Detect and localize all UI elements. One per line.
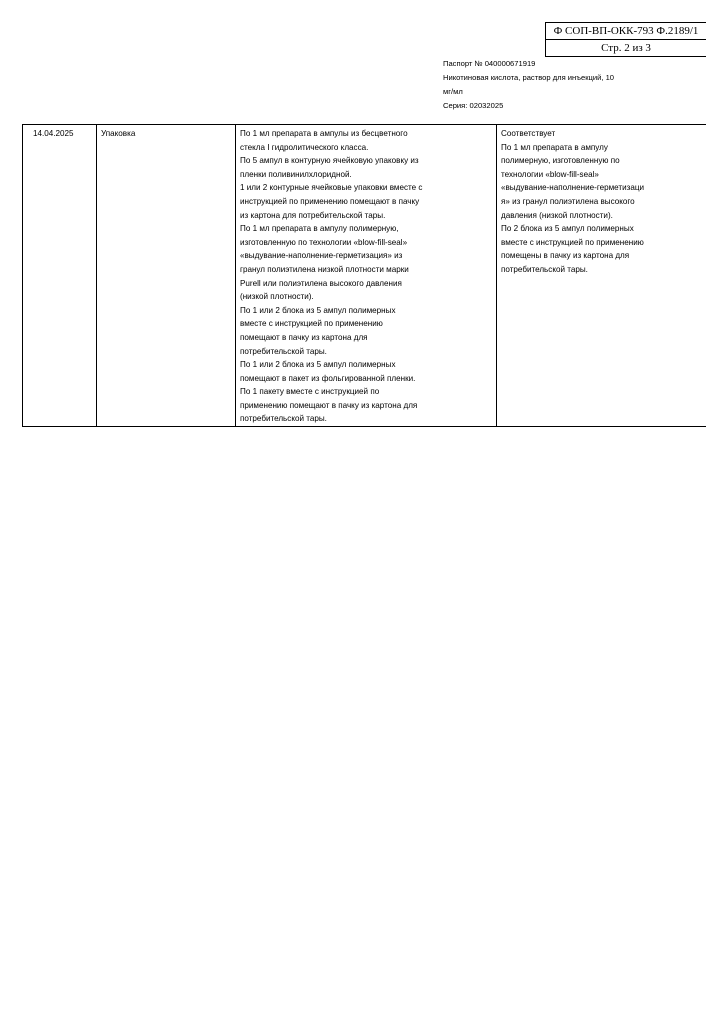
result-text-line: я» из гранул полиэтилена высокого bbox=[501, 196, 635, 206]
requirement-text-line: (низкой плотности). bbox=[240, 292, 314, 302]
requirement-text-line: потребительской тары. bbox=[240, 346, 327, 356]
requirement-text-line: «выдувание-наполнение-герметизация» из bbox=[240, 251, 403, 261]
requirement-text-line: изготовленную по технологии «blow-fill-seal» bbox=[240, 237, 408, 247]
form-code: Ф СОП-ВП-ОКК-793 Ф.2189/1 bbox=[553, 25, 699, 37]
result-cell bbox=[497, 125, 706, 427]
series-number: Серия: 02032025 bbox=[443, 101, 504, 110]
requirement-text-line: помещают в пакет из фольгированной пленки. bbox=[240, 373, 416, 383]
requirement-text-line: из картона для потребительской тары. bbox=[240, 210, 386, 220]
product-name-line2: мг/мл bbox=[443, 87, 463, 96]
requirement-text-line: вместе с инструкцией по применению bbox=[240, 319, 383, 329]
requirement-text-line: По 1 мл препарата в ампулу полимерную, bbox=[240, 224, 399, 234]
test-date: 14.04.2025 bbox=[33, 129, 74, 138]
result-text-line: По 1 мл препарата в ампулу bbox=[501, 142, 608, 152]
requirement-text-line: Purell или полиэтилена высокого давления bbox=[240, 278, 402, 288]
requirement-text-line: стекла I гидролитического класса. bbox=[240, 142, 369, 152]
requirement-text-line: По 1 пакету вместе с инструкцией по bbox=[240, 387, 380, 397]
requirement-text-line: По 1 или 2 блока из 5 ампул полимерных bbox=[240, 305, 396, 315]
page-number: Стр. 2 из 3 bbox=[546, 39, 706, 56]
result-text-line: потребительской тары. bbox=[501, 264, 588, 274]
requirement-text-line: По 5 ампул в контурную ячейковую упаковку из bbox=[240, 156, 419, 166]
requirement-text-line: гранул полиэтилена низкой плотности марки bbox=[240, 264, 409, 274]
date-cell bbox=[23, 125, 97, 427]
requirement-text-line: потребительской тары. bbox=[240, 414, 327, 424]
result-text-line: «выдувание-наполнение-герметизаци bbox=[501, 183, 645, 193]
test-name: Упаковка bbox=[101, 129, 136, 138]
requirement-text-line: помещают в пачку из картона для bbox=[240, 332, 368, 342]
table-row bbox=[23, 125, 706, 427]
result-text-line: технологии «blow-fill-seal» bbox=[501, 169, 599, 179]
product-name-line1: Никотиновая кислота, раствор для инъекций, 10 bbox=[443, 73, 615, 82]
requirement-text-line: пленки поливинилхлоридной. bbox=[240, 169, 352, 179]
result-text-line: вместе с инструкцией по применению bbox=[501, 237, 644, 247]
requirement-cell bbox=[236, 125, 497, 427]
form-code-box bbox=[545, 22, 706, 57]
result-text-line: давления (низкой плотности). bbox=[501, 210, 613, 220]
passport-number: Паспорт № 040000671919 bbox=[443, 59, 536, 68]
requirement-text-line: По 1 мл препарата в ампулы из бесцветного bbox=[240, 129, 408, 138]
requirement-text-line: применению помещают в пачку из картона для bbox=[240, 400, 418, 410]
result-text-line: Соответствует bbox=[501, 129, 556, 138]
requirement-text-line: инструкцией по применению помещают в пачку bbox=[240, 196, 420, 206]
requirement-text-line: По 1 или 2 блока из 5 ампул полимерных bbox=[240, 360, 396, 370]
result-text-line: По 2 блока из 5 ампул полимерных bbox=[501, 224, 634, 234]
passport-info bbox=[443, 57, 643, 113]
result-text-line: помещены в пачку из картона для bbox=[501, 251, 630, 261]
test-name-cell bbox=[97, 125, 236, 427]
requirement-text-line: 1 или 2 контурные ячейковые упаковки вместе с bbox=[240, 183, 423, 193]
result-text-line: полимерную, изготовленную по bbox=[501, 156, 620, 166]
results-table bbox=[22, 124, 706, 427]
